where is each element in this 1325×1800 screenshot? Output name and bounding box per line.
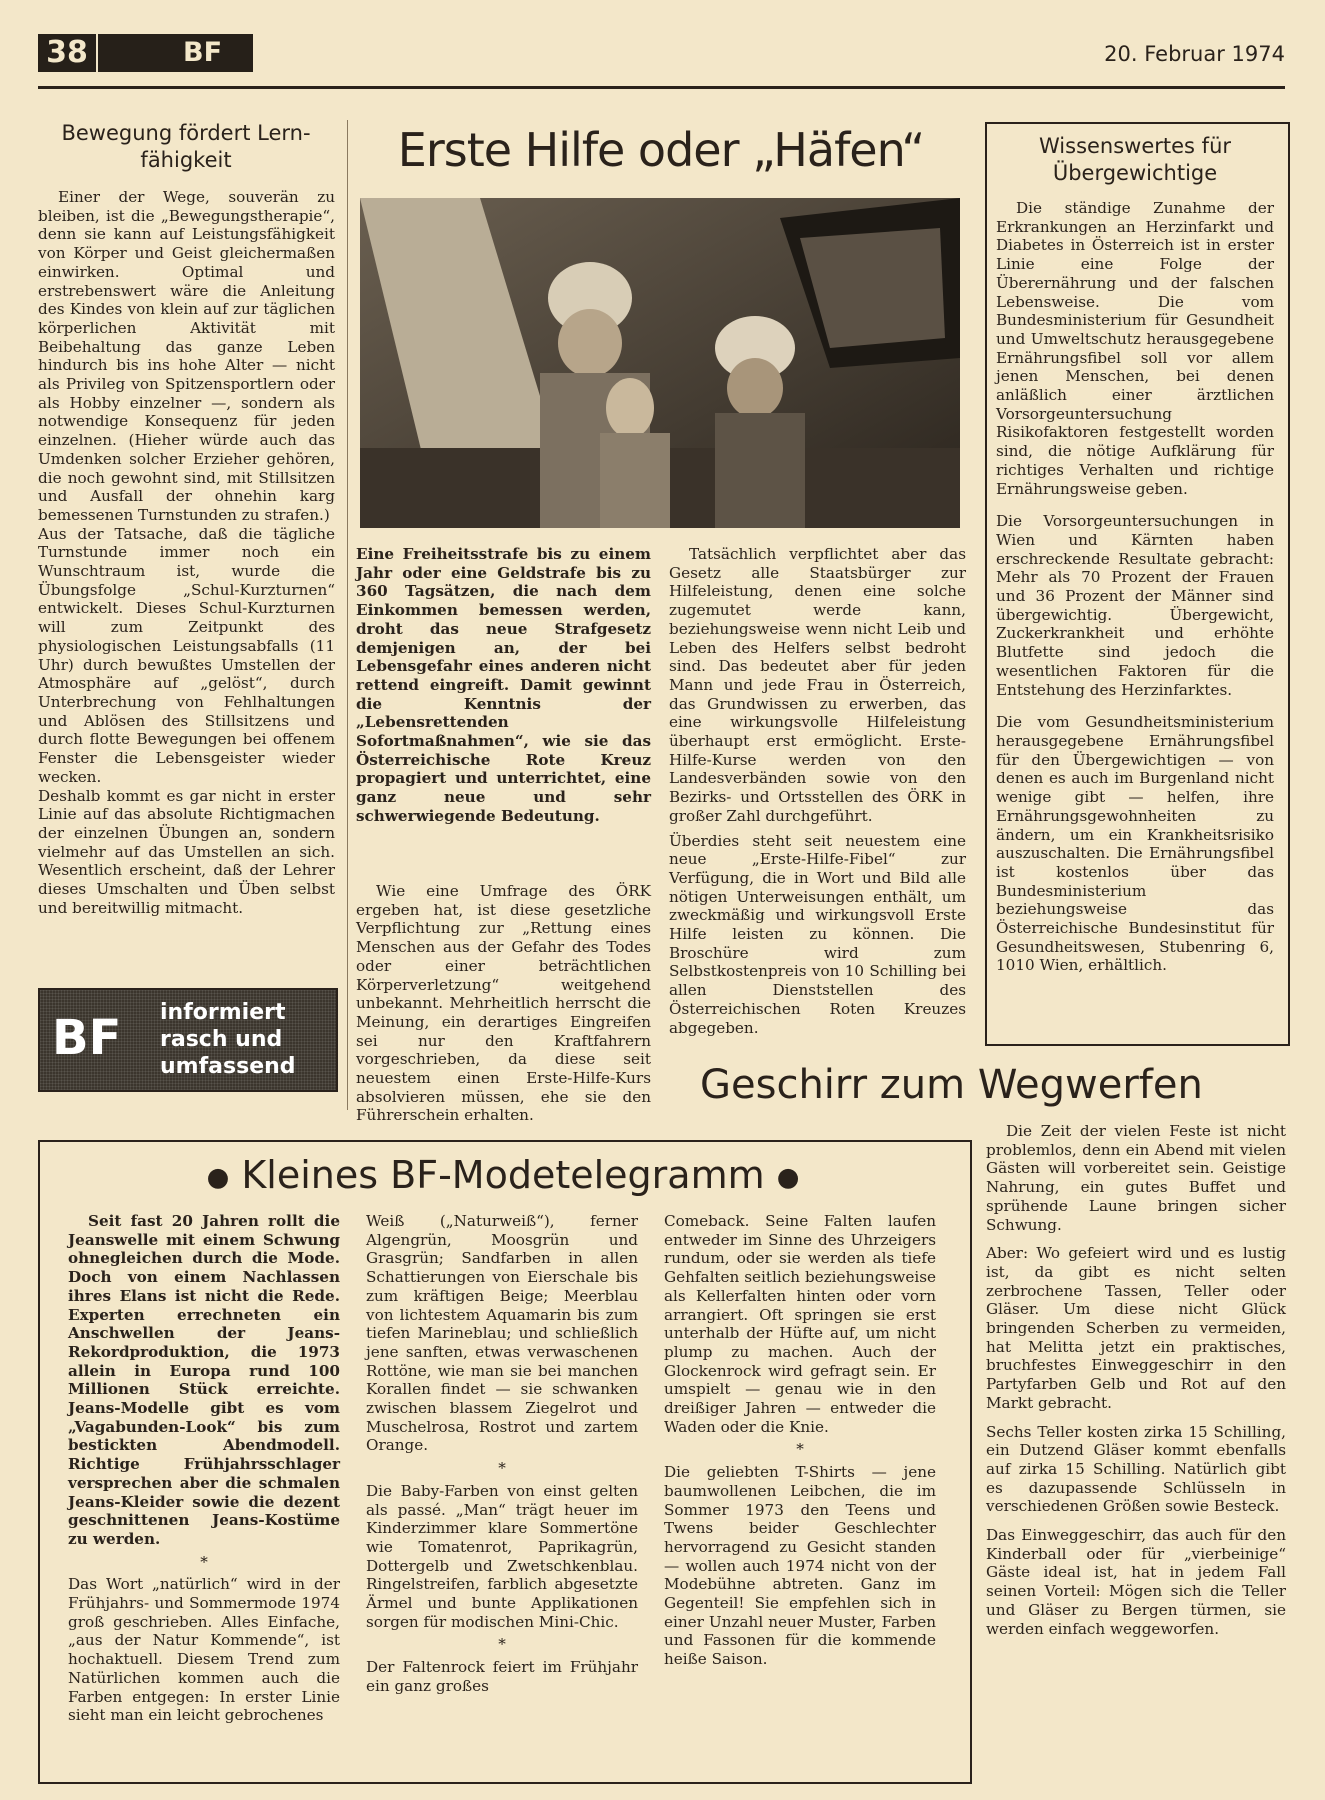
right-article-title: Wissenswertes für Übergewichtige: [1038, 134, 1232, 185]
photo-firefighters-icon: [360, 198, 960, 528]
issue-date: 20. Februar 1974: [1104, 42, 1285, 66]
fashion-article-heading: [40, 1150, 966, 1203]
fashion-paragraph-3: Weiß („Naturweiß“), ferner Algengrün, Moosgrün und Grasgrün; Sandfarben in allen Schattierungen von Eierschale bis zum kräftigen Beige; Meerblau von lichtestem Aquamarin bis zum tiefen Marineblau; und schließlich jene sanften, etwas verwaschenen Rottöne, wie man sie bei manchen Korallen findet — sie schwanken zwischen blassem Ziegelrot und Muschelrosa, Rostrot und zartem Orange.: [366, 1212, 638, 1455]
bf-promo-badge: [38, 988, 338, 1092]
badge-line-1: informiert: [160, 1000, 286, 1025]
fashion-paragraph-4: Die Baby-Farben von einst gelten als passé. „Man“ trägt heuer im Kinderzimmer klare Sommertöne wie Tomatenrot, Paprikagrün, Dottergelb und Zwetschkenblau. Ringelstreifen, farblich abgesetzte Ärmel und bunte Applikationen sorgen für modischen Mini-Chic.: [366, 1481, 638, 1631]
dishes-article-body: [986, 1122, 1286, 1638]
center-article-title: Erste Hilfe oder „Häfen“: [397, 123, 925, 177]
right-paragraph-1: Die ständige Zunahme der Erkrankungen an Herzinfarkt und Diabetes in Österreich ist in erster Linie eine Folge der Überernährung und der falschen Lebensweise. Die vom Bundesministerium für Gesundheit und Umweltschutz herausgegebene Ernährungsfibel soll vor allem jenen Menschen, bei denen anläßlich einer ärztlichen Vorsorgeuntersuchung Risikofaktoren festgestellt worden sind, die nötige Aufklärung für richtiges Verhalten und richtige Ernährungsweise geben.: [996, 199, 1274, 498]
dishes-article-title: Geschirr zum Wegwerfen: [700, 1062, 1203, 1108]
fashion-col-1: [68, 1212, 340, 1725]
fashion-paragraph-7: Die geliebten T-Shirts — jene baumwollenen Leibchen, die im Sommer 1973 den Teens und Twens beider Geschlechter hervorragend zu Gesicht standen — wollen auch 1974 nicht von der Modebühne abtreten. Ganz im Gegenteil! Sie empfehlen sich in einer Unzahl neuer Muster, Farben und Fassonen für die kommende heiße Saison.: [664, 1463, 936, 1669]
rescue-photo: [360, 198, 960, 528]
dishes-paragraph-1: Die Zeit der vielen Feste ist nicht problemlos, denn ein Abend mit vielen Gästen will vorbereitet sein. Geistige Nahrung, ein gutes Buffet und sprühende Laune bringen sicher Schwung.: [986, 1122, 1286, 1234]
separator-star: *: [200, 1552, 208, 1571]
separator-star: *: [796, 1440, 804, 1459]
bf-badge-logo: BF: [52, 1010, 122, 1066]
center-col2-body: [669, 545, 966, 1037]
center-col1-body: [356, 882, 651, 1125]
center-paragraph-3: Überdies steht seit neuestem eine neue „Erste-Hilfe-Fibel“ zur Verfügung, die in Wort und Bild alle nötigen Unterweisungen enthält, um zweckmäßig und wirkungsvoll Erste Hilfe leisten zu können. Die Broschüre wird zum Selbstkostenpreis von 10 Schilling bei allen Dienststellen des Österreichischen Roten Kreuzes abgegeben.: [669, 831, 966, 1037]
page-number: 38: [38, 34, 96, 72]
fashion-paragraph-2: Das Wort „natürlich“ wird in der Frühjahrs- und Sommermode 1974 groß geschrieben. Alles Einfache, „aus der Natur Kommende“, ist hochaktuell. Diesem Trend zum Natürlichen kommen auch die Farben entgegen: In erster Linie sieht man ein leicht gebrochenes: [68, 1575, 340, 1725]
left-paragraph-1: Einer der Wege, souverän zu bleiben, ist die „Bewegungstherapie“, denn sie kann auf Leistungsfähigkeit von Körper und Geist gleichermaßen einwirken. Optimal und erstrebenswert wäre die Anleitung des Kindes von klein auf zur täglichen körperlichen Aktivität mit Beibehaltung das ganze Leben hindurch bis ins hohe Alter — nicht als Privileg von Spitzensportlern oder als Hobby einzelner —, sondern als notwendige Konsequenz für jeden einzelnen. (Hieher würde auch das Umdenken solcher Erzieher gehören, die noch gewohnt sind, mit Stillsitzen und Ausfall der ohnehin karg bemessenen Turnstunden zu strafen.): [38, 188, 335, 524]
right-paragraph-2: Die Vorsorgeuntersuchungen in Wien und Kärnten haben erschreckende Resultate gebracht: Mehr als 70 Prozent der Frauen und 36 Prozent der Männer sind übergewichtig. Übergewicht, Zuckerkrankheit und erhöhte Blutfette sind jedoch die wesentlichen Faktoren für die Entstehung des Herzinfarktes.: [996, 512, 1274, 699]
fashion-col-2: [366, 1212, 638, 1696]
paper-code: BF: [98, 34, 253, 72]
center-paragraph-1: Wie eine Umfrage des ÖRK ergeben hat, ist diese gesetzliche Verpflichtung zur „Rettung eines Menschen aus der Gefahr des Todes oder einer beträchtlichen Körperverletzung“ weitgehend unbekannt. Mehrheitlich herrscht die Meinung, ein derartiges Eingreifen sei nur den Kraftfahrern vorgeschrieben, da diese seit neuestem einen Erste-Hilfe-Kurs absolvieren müssen, ehe sie den Führerschein erhalten.: [356, 882, 651, 1125]
fashion-paragraph-5: Der Faltenrock feiert im Frühjahr ein ganz großes: [366, 1658, 638, 1695]
fashion-paragraph-1: Seit fast 20 Jahren rollt die Jeanswelle mit einem Schwung ohnegleichen durch die Mode. Doch von einem Nachlassen ihres Elans ist nicht die Rede. Experten errechneten ein Anschwellen der Jeans-Rekordproduktion, die 1973 allein in Europa rund 100 Millionen Stück erreichte. Jeans-Modelle gibt es vom „Vagabunden-Look“ bis zum bestickten Abendmodell. Richtige Frühjahrsschlager versprechen aber die schmalen Jeans-Kleider sowie die dezent geschnittenen Jeans-Kostüme zu werden.: [68, 1212, 340, 1548]
dishes-paragraph-4: Das Einweggeschirr, das auch für den Kinderball oder für „vierbeinige“ Gäste ideal ist, hat in jedem Fall seinen Vorteil: Mögen sich die Teller und Gläser zu Bergen türmen, sie werden einfach weggeworfen.: [986, 1526, 1286, 1638]
badge-line-3: umfassend: [160, 1054, 296, 1079]
separator-star: *: [498, 1459, 506, 1478]
bullet-icon: ●: [206, 1162, 230, 1193]
right-paragraph-3: Die vom Gesundheitsministerium herausgegebene Ernährungsfibel für den Übergewichtigen — von denen es auch im Burgenland nicht wenige gibt — helfen, ihre Ernährungsgewohnheiten zu ändern, um ein Krankheitsrisiko auszuschalten. Die Ernährungsfibel ist kostenlos über das Bundesministerium beziehungsweise das Österreichische Bundesinstitut für Gesundheitswesen, Stubenring 6, 1010 Wien, erhältlich.: [996, 713, 1274, 975]
left-paragraph-3: Deshalb kommt es gar nicht in erster Linie auf das absolute Richtigmachen der einzelnen Übungen an, sondern vielmehr auf das Umstellen an sich. Wesentlich erscheint, daß der Lehrer dieses Umschalten und Üben selbst und bereitwillig mitmacht.: [38, 786, 335, 917]
left-paragraph-2: Aus der Tatsache, daß die tägliche Turnstunde immer noch ein Wunschtraum ist, wurde die Übungsfolge „Schul-Kurzturnen“ entwickelt. Dieses Schul-Kurzturnen will zum Zeitpunkt des physiologischen Leistungsabfalls (11 Uhr) durch bewußtes Umstellen der Atmosphäre auf „gelöst“, durch Unterbrechung von Fehlhaltungen und Ablösen des Stillsitzens und durch flotte Bewegungen bei offenem Fenster die Lebensgeister wieder wecken.: [38, 524, 335, 786]
dishes-paragraph-3: Sechs Teller kosten zirka 15 Schilling, ein Dutzend Gläser kommt ebenfalls auf zirka 15 Schilling. Natürlich gibt es dazupassende Schlüsseln in verschiedenen Größen sowie Besteck.: [986, 1422, 1286, 1516]
bullet-icon: ●: [776, 1162, 800, 1193]
fashion-paragraph-6: Comeback. Seine Falten laufen entweder im Sinne des Uhrzeigers rundum, oder sie werden als tiefe Gehfalten seitlich beziehungsweise als Kellerfalten hinten oder vorn arrangiert. Oft springen sie erst unterhalb der Hüfte auf, um nicht plump zu machen. Auch der Glockenrock wird gefragt sein. Er umspielt — genau wie in den dreißiger Jahren — entweder die Waden oder die Knie.: [664, 1212, 936, 1436]
separator-star: *: [498, 1635, 506, 1654]
center-paragraph-2: Tatsächlich verpflichtet aber das Gesetz alle Staatsbürger zur Hilfeleistung, denen eine solche zugemutet werde kann, beziehungsweise wenn nicht Leib und Leben des Helfers selbst bedroht sind. Das bedeutet aber für jeden Mann und jede Frau in Österreich, das Grundwissen zu erwerben, das eine wirkungsvolle Hilfeleistung überhaupt erst ermöglicht. Erste-Hilfe-Kurse werden von den Landesverbänden sowie von den Bezirks- und Ortsstellen des ÖRK in großer Zahl durchgeführt.: [669, 545, 966, 825]
right-article-body: [996, 199, 1274, 975]
center-lead: Eine Freiheitsstrafe bis zu einem Jahr oder eine Geldstrafe bis zu 360 Tagsätzen, die nach dem Einkommen bemessen werden, droht das neue Strafgesetz demjenigen an, der bei Lebensgefahr eines anderen nicht rettend eingreift. Damit gewinnt die Kenntnis der „Lebensrettenden Sofortmaßnahmen“, wie sie das Österreichische Rote Kreuz propagiert und unterrichtet, eine ganz neue und sehr schwerwiegende Bedeutung.: [356, 545, 651, 825]
left-article-body: [38, 188, 335, 917]
header-rule: [38, 86, 1285, 89]
fashion-col-3: [664, 1212, 936, 1669]
column-divider: [347, 120, 348, 1110]
fashion-article-title: Kleines BF-Modetelegramm: [241, 1153, 765, 1197]
badge-line-2: rasch und: [160, 1027, 283, 1052]
dishes-paragraph-2: Aber: Wo gefeiert wird und es lustig ist, da gibt es nicht selten zerbrochene Tassen, Teller oder Gläser. Um diese nicht Glück bringenden Scherben zu vermeiden, hat Melitta jetzt ein praktisches, bruchfestes Einweggeschirr in den Partyfarben Gelb und Rot auf den Markt gebracht.: [986, 1244, 1286, 1412]
left-article-title: Bewegung fördert Lern- fähigkeit: [61, 121, 311, 172]
